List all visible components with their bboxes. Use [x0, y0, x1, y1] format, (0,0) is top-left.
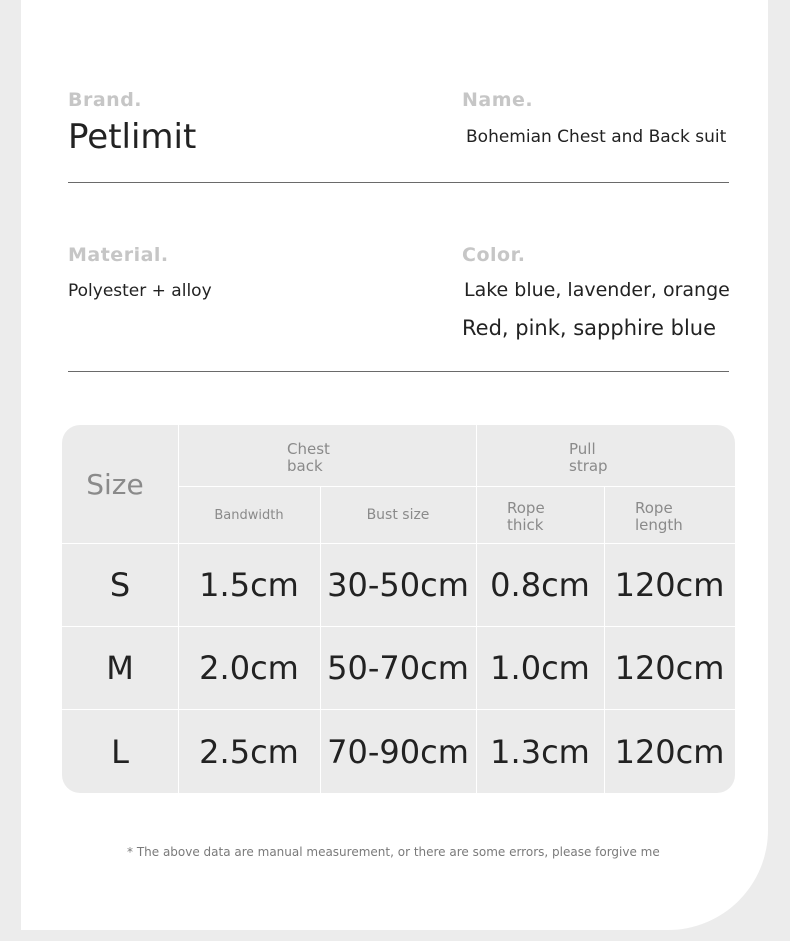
- header-line: Rope: [635, 499, 673, 517]
- bust-cell: 30-50cm: [327, 566, 469, 604]
- material-value: Polyester + alloy: [68, 281, 212, 301]
- rope-thick-cell: 1.3cm: [490, 732, 590, 771]
- bust-cell: 70-90cm: [327, 732, 469, 771]
- color-line-2: Red, pink, sapphire blue: [462, 316, 717, 340]
- header-line: strap: [569, 457, 608, 475]
- rope-length-header: [635, 500, 683, 534]
- name-label: Name.: [462, 89, 534, 111]
- header-line: Chest: [287, 440, 330, 458]
- bust-cell: 50-70cm: [327, 649, 469, 687]
- measurement-note: * The above data are manual measurement, or there are some errors, please forgive me: [127, 845, 660, 859]
- rope-length-cell: 120cm: [614, 732, 725, 771]
- size-table: [62, 425, 735, 793]
- size-header: Size: [86, 467, 144, 501]
- brand-label: Brand.: [68, 89, 143, 111]
- bandwidth-cell: 2.0cm: [199, 649, 299, 687]
- header-line: thick: [507, 516, 544, 534]
- color-label: Color.: [462, 244, 526, 266]
- name-value: Bohemian Chest and Back suit: [466, 127, 727, 147]
- header-line: Pull: [569, 440, 596, 458]
- size-cell: S: [109, 566, 131, 604]
- rope-thick-header: [507, 500, 545, 534]
- material-label: Material.: [68, 244, 169, 266]
- divider-2: [68, 371, 729, 372]
- rope-length-cell: 120cm: [614, 649, 725, 687]
- rope-length-cell: 120cm: [614, 566, 725, 604]
- bandwidth-header: Bandwidth: [214, 507, 284, 523]
- header-line: back: [287, 457, 323, 475]
- chest-back-header: [287, 441, 330, 475]
- divider-1: [68, 182, 729, 183]
- size-cell: L: [111, 732, 129, 771]
- color-line-1: Lake blue, lavender, orange: [464, 279, 730, 301]
- rope-thick-cell: 1.0cm: [490, 649, 590, 687]
- bust-size-header: Bust size: [366, 506, 430, 523]
- brand-value: Petlimit: [68, 117, 197, 157]
- bandwidth-cell: 2.5cm: [199, 732, 299, 771]
- bandwidth-cell: 1.5cm: [199, 566, 299, 604]
- header-line: length: [635, 516, 683, 534]
- header-line: Rope: [507, 499, 545, 517]
- rope-thick-cell: 0.8cm: [490, 566, 590, 604]
- pull-strap-header: [569, 441, 608, 475]
- size-cell: M: [106, 649, 134, 687]
